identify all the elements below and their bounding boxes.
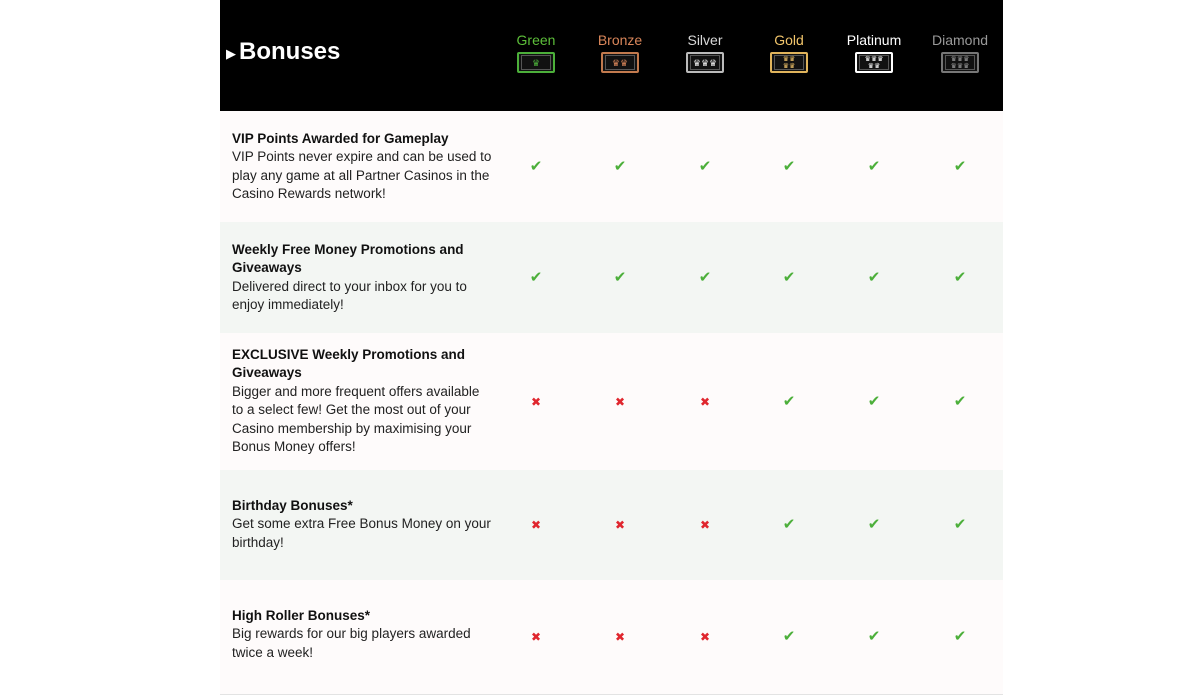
row-description: Delivered direct to your inbox for you to enjoy immediately! (232, 278, 467, 313)
tier-gold (749, 32, 829, 73)
checkmark-icon: ✔ (953, 268, 967, 286)
tier-name: Green (516, 32, 556, 48)
checkmark-icon: ✔ (953, 628, 967, 645)
crown-icon: ♛♛♛ ♛♛♛ (945, 55, 975, 70)
triangle-right-icon: ▶ (226, 46, 236, 61)
table-header (220, 0, 1003, 111)
checkmark-icon: ✔ (867, 392, 881, 410)
checkmark-icon: ✔ (613, 157, 627, 175)
cross-icon: ✖ (614, 394, 626, 409)
checkmark-icon: ✔ (529, 157, 543, 175)
cross-icon: ✖ (699, 630, 711, 644)
row-title: Birthday Bonuses* (232, 498, 353, 513)
row-description: Big rewards for our big players awarded twice a week! (232, 626, 471, 660)
section-title-text: Bonuses (239, 38, 341, 65)
tier-badge-platinum (855, 52, 893, 73)
crown-icon: ♛♛ (605, 55, 635, 70)
cross-icon: ✖ (699, 394, 711, 409)
tier-green (496, 32, 576, 73)
checkmark-icon: ✔ (782, 628, 796, 645)
row-description: Bigger and more frequent offers available to a select few! Get the most out of your Casino membership by maximising your Bonus Money offers! (232, 383, 480, 455)
tier-badge-diamond (941, 52, 979, 73)
table-row (220, 470, 1003, 580)
row-title: VIP Points Awarded for Gameplay (232, 131, 449, 146)
cross-icon: ✖ (530, 630, 542, 644)
tier-silver (665, 32, 745, 73)
tier-name: Diamond (931, 32, 989, 48)
crown-icon: ♛♛♛ (690, 55, 720, 70)
checkmark-icon: ✔ (867, 157, 881, 175)
row-title: Weekly Free Money Promotions and Giveaways (232, 242, 464, 276)
tier-badge-bronze (601, 52, 639, 73)
crown-icon: ♛ (521, 55, 551, 70)
tier-name: Bronze (597, 32, 643, 48)
cross-icon: ✖ (699, 518, 711, 532)
table-row (220, 580, 1003, 694)
checkmark-icon: ✔ (867, 268, 881, 286)
row-description-cell (232, 607, 494, 662)
checkmark-icon: ✔ (698, 157, 712, 175)
checkmark-icon: ✔ (782, 516, 796, 533)
bonus-comparison-table (220, 0, 1003, 695)
tier-platinum (834, 32, 914, 73)
cross-icon: ✖ (614, 630, 626, 644)
row-description-cell (232, 346, 494, 456)
checkmark-icon: ✔ (867, 628, 881, 645)
tier-badge-green (517, 52, 555, 73)
table-row (220, 222, 1003, 333)
checkmark-icon: ✔ (698, 268, 712, 286)
tier-diamond (920, 32, 1000, 73)
row-description-cell (232, 497, 494, 552)
checkmark-icon: ✔ (782, 268, 796, 286)
checkmark-icon: ✔ (953, 157, 967, 175)
table-body (220, 111, 1003, 694)
checkmark-icon: ✔ (953, 516, 967, 533)
checkmark-icon: ✔ (953, 392, 967, 410)
tier-name: Gold (774, 32, 804, 48)
table-row (220, 333, 1003, 470)
checkmark-icon: ✔ (867, 516, 881, 533)
crown-icon: ♛♛ ♛♛ (774, 55, 804, 70)
table-row (220, 111, 1003, 222)
row-description-cell (232, 130, 494, 204)
checkmark-icon: ✔ (782, 157, 796, 175)
row-description: Get some extra Free Bonus Money on your birthday! (232, 516, 491, 550)
checkmark-icon: ✔ (782, 392, 796, 410)
tier-badge-silver (686, 52, 724, 73)
row-description: VIP Points never expire and can be used to play any game at all Partner Casinos in the Casino Rewards network! (232, 149, 492, 202)
cross-icon: ✖ (614, 518, 626, 532)
table-bottom-divider (220, 694, 1003, 695)
checkmark-icon: ✔ (529, 268, 543, 286)
checkmark-icon: ✔ (613, 268, 627, 286)
row-title: EXCLUSIVE Weekly Promotions and Giveaways (232, 347, 466, 381)
tier-name: Platinum (846, 32, 902, 48)
tier-bronze (580, 32, 660, 73)
cross-icon: ✖ (530, 518, 542, 532)
tier-badge-gold (770, 52, 808, 73)
crown-icon: ♛♛♛ ♛♛ (859, 55, 889, 70)
tier-name: Silver (687, 32, 723, 48)
section-title (226, 38, 340, 66)
row-description-cell (232, 241, 494, 315)
cross-icon: ✖ (530, 394, 542, 409)
row-title: High Roller Bonuses* (232, 608, 371, 623)
